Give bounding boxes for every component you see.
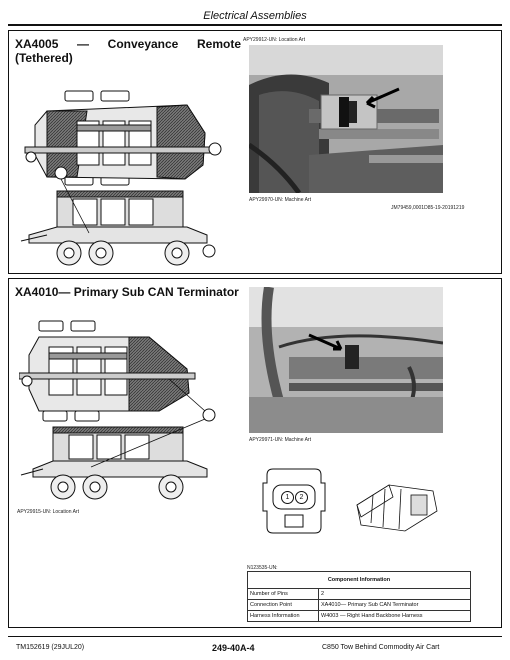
component-info-table — [247, 571, 471, 622]
location-art — [19, 319, 231, 501]
location-caption: APY29915-UN: Location Art — [17, 509, 79, 515]
section-title-line2: (Tethered) — [15, 51, 73, 65]
component-info-heading: Component Information — [248, 572, 471, 589]
section-xa4005 — [8, 30, 502, 274]
location-caption: APY29912-UN: Location Art — [243, 37, 305, 43]
reference-code: JM79459,0001D85-19-20191219 — [391, 205, 465, 211]
location-art — [17, 85, 229, 267]
machine-photo — [249, 45, 443, 193]
section-title — [15, 37, 241, 65]
connector-caption: N123535-UN: — [247, 565, 278, 571]
machine-caption: APY29971-UN: Machine Art — [249, 437, 311, 443]
row-value: XA4010— Primary Sub CAN Terminator — [319, 600, 471, 611]
row-value: 2 — [319, 589, 471, 600]
row-key: Number of Pins — [248, 589, 319, 600]
connector-drawing — [261, 465, 445, 537]
machine-photo — [249, 287, 443, 433]
page-header: Electrical Assemblies — [203, 10, 307, 22]
table-row — [248, 600, 471, 611]
section-xa4010 — [8, 278, 502, 628]
table-row — [248, 589, 471, 600]
pin-2-label: 2 — [295, 491, 308, 504]
header-rule — [8, 24, 502, 26]
footer-page-number: 249-40A-4 — [212, 643, 255, 653]
machine-caption: APY29970-UN: Machine Art — [249, 197, 311, 203]
table-row — [248, 611, 471, 622]
section-title: XA4010— Primary Sub CAN Terminator — [15, 285, 239, 299]
section-title-line1: XA4005 — Conveyance Remote — [15, 37, 241, 51]
footer-product: C850 Tow Behind Commodity Air Cart — [322, 644, 440, 651]
row-key: Harness Information — [248, 611, 319, 622]
footer-rule — [8, 636, 502, 637]
footer-doc-id: TM152619 (29JUL20) — [16, 644, 85, 651]
row-value: W4003 — Right Hand Backbone Harness — [319, 611, 471, 622]
row-key: Connection Point — [248, 600, 319, 611]
pin-1-label: 1 — [281, 491, 294, 504]
